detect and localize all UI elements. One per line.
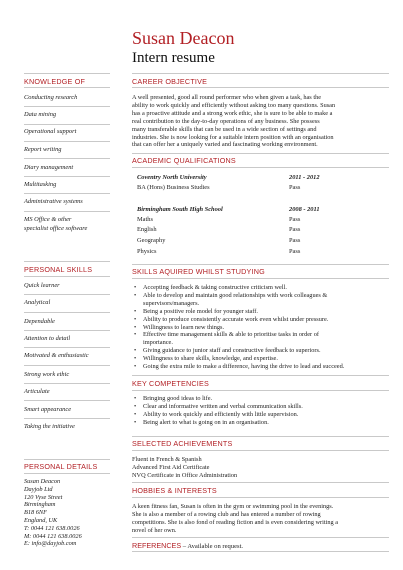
left-item-divider bbox=[24, 312, 110, 313]
list-item: • Going the extra mile to make a difference, having the drive to lead and succeed. bbox=[132, 363, 392, 371]
right-divider-competencies-top bbox=[132, 375, 389, 376]
left-item-divider bbox=[24, 365, 110, 366]
list-item: • Bringing good ideas to life. bbox=[132, 395, 392, 403]
list-item: • Being alert to what is going on in an organisation. bbox=[132, 419, 392, 427]
left-item-divider bbox=[24, 141, 110, 142]
right-divider-objective-bottom bbox=[132, 87, 389, 88]
left-item-divider bbox=[24, 124, 110, 125]
key-competencies-heading: KEY COMPETENCIES bbox=[132, 379, 209, 388]
personal-skill-item: Strong work ethic bbox=[24, 371, 70, 378]
knowledge-item: Operational support bbox=[24, 128, 77, 135]
personal-skill-item: Analytical bbox=[24, 299, 51, 306]
knowledge-item: Administrative systems bbox=[24, 198, 83, 205]
knowledge-item: Data mining bbox=[24, 111, 57, 118]
right-divider-hobbies-bottom bbox=[132, 497, 389, 498]
knowledge-heading: KNOWLEDGE OF bbox=[24, 77, 86, 86]
left-divider-skills-bottom bbox=[24, 276, 110, 277]
left-item-divider bbox=[24, 383, 110, 384]
list-item: • Ability to work quickly and efficiently with little supervision. bbox=[132, 411, 392, 419]
career-objective-text: A well presented, good all round performer who when given a task, has the ability to work quickly and efficiently without asking too many questions. Susan has a proactive attitude and a strong work ethic, she is sure to be able to make a real contribution to the day-to-day operations of any business. She possess many transferable skills that can be used in a wide section of settings and industries. She is now looking for a suitable intern position with an organisation that can offer her a uniquely varied and fascinating working environment. bbox=[132, 94, 336, 149]
academic-qualifications-heading: ACADEMIC QUALIFICATIONS bbox=[132, 156, 236, 165]
list-item: • Ability to produce consistently accurate work even whilst under pressure. bbox=[132, 316, 392, 324]
personal-details-address: Susan Deacon Dayjob Ltd 120 Vyse Street Birmingham B18 6NF England, UK T: 0044 121 638.0026 M: 0044 121 638.0026 E: info@dayjob.com bbox=[24, 478, 82, 548]
right-divider-qual-top bbox=[132, 153, 389, 154]
knowledge-item: Report writing bbox=[24, 146, 62, 153]
right-divider-references-top bbox=[132, 537, 389, 538]
resume-name: Susan Deacon bbox=[132, 28, 235, 48]
left-item-divider bbox=[24, 176, 110, 177]
left-item-divider bbox=[24, 400, 110, 401]
right-divider-hobbies-top bbox=[132, 482, 389, 483]
skills-acquired-list bbox=[132, 284, 392, 371]
left-divider-skills-top bbox=[24, 261, 110, 262]
resume-subtitle: Intern resume bbox=[132, 50, 215, 66]
right-divider-references-bottom bbox=[132, 551, 389, 552]
right-divider-competencies-bottom bbox=[132, 390, 389, 391]
left-item-divider bbox=[24, 330, 110, 331]
left-item-divider bbox=[24, 294, 110, 295]
right-divider-qual-bottom bbox=[132, 167, 389, 168]
knowledge-item: Conducting research bbox=[24, 94, 78, 101]
achievements-text: Fluent in French & Spanish Advanced First Aid Certificate NVQ Certificate in Office Administration bbox=[132, 456, 238, 479]
hobbies-interests-heading: HOBBIES & INTERESTS bbox=[132, 486, 217, 495]
references-heading: REFERENCES bbox=[132, 541, 182, 550]
left-item-divider bbox=[24, 347, 110, 348]
selected-achievements-heading: SELECTED ACHIEVEMENTS bbox=[132, 439, 233, 448]
career-objective-heading: CAREER OBJECTIVE bbox=[132, 77, 208, 86]
list-item: • Able to develop and maintain good relationships with work colleagues & supervisors/managers. bbox=[132, 292, 392, 308]
list-item: • Clear and informative written and verbal communication skills. bbox=[132, 403, 392, 411]
knowledge-item: MS Office & other specialist office software bbox=[24, 216, 88, 232]
list-item: • Giving guidance to junior staff and constructive feedback to superiors. bbox=[132, 347, 392, 355]
right-divider-skills-bottom bbox=[132, 278, 389, 279]
left-divider-knowledge-bottom bbox=[24, 87, 110, 88]
personal-skills-heading: PERSONAL SKILLS bbox=[24, 265, 93, 274]
personal-skill-item: Quick learner bbox=[24, 282, 60, 289]
left-divider-details-top bbox=[24, 459, 110, 460]
right-divider-achievements-bottom bbox=[132, 450, 389, 451]
list-item: • Willingness to learn new things. bbox=[132, 324, 392, 332]
personal-skill-item: Smart appearance bbox=[24, 406, 72, 413]
skills-acquired-heading: SKILLS AQUIRED WHILST STUDYING bbox=[132, 267, 265, 276]
knowledge-item: Multitasking bbox=[24, 181, 57, 188]
key-competencies-list bbox=[132, 395, 392, 427]
right-divider-skills-top bbox=[132, 264, 389, 265]
left-item-divider bbox=[24, 211, 110, 212]
personal-skill-item: Dependable bbox=[24, 318, 55, 325]
list-item: • Willingness to share skills, knowledge, and expertise. bbox=[132, 355, 392, 363]
resume-page: Susan Deacon Intern resume KNOWLEDGE OF Conducting research Data mining Operational support Report writing Diary management Multitasking Administrative systems MS Office & other specialist office software PERSONAL SKILLS Quick learner Analytical Dependable Attention to detail Motivated & enthusiastic Strong work ethic Articulate Smart appearance Taking the initiative PERSONAL DETAILS Susan Deacon Dayjob Ltd 120 Vyse Street Birmingham B18 6NF England, UK T: 0044 121 638.0026 M: 0044 121 638.0026 E: info@dayjob.com CAREER OBJECTIVE A well presented, good all round performer who when given a task, has the ability to work quickly and efficiently without asking too many questions. Susan has a proactive attitude and a strong work ethic, she is sure to be able to make a real contribution to the day-to-day operations of any business. She possess many transferable skills that can be used in a wide section of settings and industries. She is now looking for a suitable intern position with an organisation that can offer her a uniquely varied and fascinating working environment. ACADEMIC QUALIFICATIONS Coventry North University 2011 - 2012 BA (Hons) Business Studies Pass Birmingham South High School 2008 - 2011 Maths Pass English Pass Geography Pass Physics Pass SKILLS AQUIRED WHILST STUDYING • Accepting feedback & taking constructive criticism well. • Able to develop and maintain good relationships with work colleagues & supervisors/managers. • Being a positive role model for younger staff. • Ability to produce consistently accurate work even whilst under pressure. • Willingness to learn new things. • Effective time management skills & able to prioritise tasks in order of importance. • Giving guidance to junior staff and constructive feedback to superiors. • Willingness to share skills, knowledge, and expertise. • Going the extra mile to make a difference, having the drive to lead and succeed. KEY COMPETENCIES • Bringing good ideas to life. • Clear and informative written and verbal communication skills. • Ability to work quickly and efficiently with little supervision. • Being alert to what is going on in an organisation. SELECTED ACHIEVEMENTS Fluent in French & Spanish Advanced First Aid Certificate NVQ Certificate in Office Administration HOBBIES & INTERESTS A keen fitness fan, Susan is often in the gym or swimming pool in the evenings. She is also a member of a rowing club and has entered a number of rowing competitions. She is also fond of reading fiction and is even considering writing a novel of her own. REFERENCES – Available on request. bbox=[0, 0, 403, 570]
personal-skill-item: Taking the initiative bbox=[24, 423, 75, 430]
left-item-divider bbox=[24, 106, 110, 107]
personal-details-heading: PERSONAL DETAILS bbox=[24, 462, 98, 471]
list-item: • Accepting feedback & taking constructive criticism well. bbox=[132, 284, 392, 292]
right-divider-objective-top bbox=[132, 73, 389, 74]
personal-skill-item: Attention to detail bbox=[24, 335, 71, 342]
references-text: – Available on request. bbox=[181, 543, 244, 550]
left-divider-details-bottom bbox=[24, 473, 110, 474]
left-item-divider bbox=[24, 193, 110, 194]
list-item: • Effective time management skills & able to prioritise tasks in order of importance. bbox=[132, 331, 392, 347]
left-divider-knowledge-top bbox=[24, 73, 110, 74]
list-item: • Being a positive role model for younger staff. bbox=[132, 308, 392, 316]
right-divider-achievements-top bbox=[132, 436, 389, 437]
left-item-divider bbox=[24, 158, 110, 159]
personal-skill-item: Motivated & enthusiastic bbox=[24, 352, 89, 359]
knowledge-item: Diary management bbox=[24, 164, 74, 171]
hobbies-text: A keen fitness fan, Susan is often in the gym or swimming pool in the evenings. She is also a member of a rowing club and has entered a number of rowing competitions. She is also fond of reading fiction and is even considering writing a novel of her own. bbox=[132, 503, 339, 534]
personal-skill-item: Articulate bbox=[24, 388, 50, 395]
left-item-divider bbox=[24, 418, 110, 419]
references-line bbox=[132, 541, 243, 550]
